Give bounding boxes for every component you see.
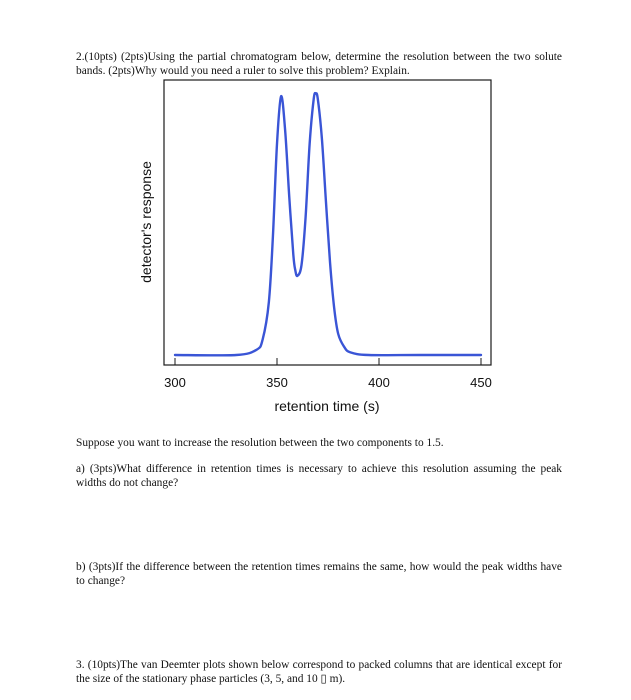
x-tick-label: 300 xyxy=(164,375,186,390)
x-tick-label: 450 xyxy=(470,375,492,390)
x-axis-label: retention time (s) xyxy=(274,398,380,414)
y-axis-label: detector's response xyxy=(138,161,154,283)
chromatogram-trace xyxy=(175,93,481,355)
question-3-text: 3. (10pts)The van Deemter plots shown below correspond to packed columns that are identical except for the size of the stationary phase particles (3, 5, and 10 ▯ m). xyxy=(76,659,562,685)
part-b-question: b) (3pts)If the difference between the retention times remains the same, how would the peak widths have to change? xyxy=(76,561,562,587)
x-axis-ticks xyxy=(164,358,492,390)
x-tick-label: 400 xyxy=(368,375,390,390)
question-2-text: 2.(10pts) (2pts)Using the partial chromatogram below, determine the resolution between the two solute bands. (2pts)Why would you need a ruler to solve this problem? Explain. xyxy=(76,51,562,77)
part-a-question: a) (3pts)What difference in retention times is necessary to achieve this resolution assuming the peak widths do not change? xyxy=(76,463,562,489)
intro-text: Suppose you want to increase the resolution between the two components to 1.5. xyxy=(76,437,444,449)
x-tick-label: 350 xyxy=(266,375,288,390)
